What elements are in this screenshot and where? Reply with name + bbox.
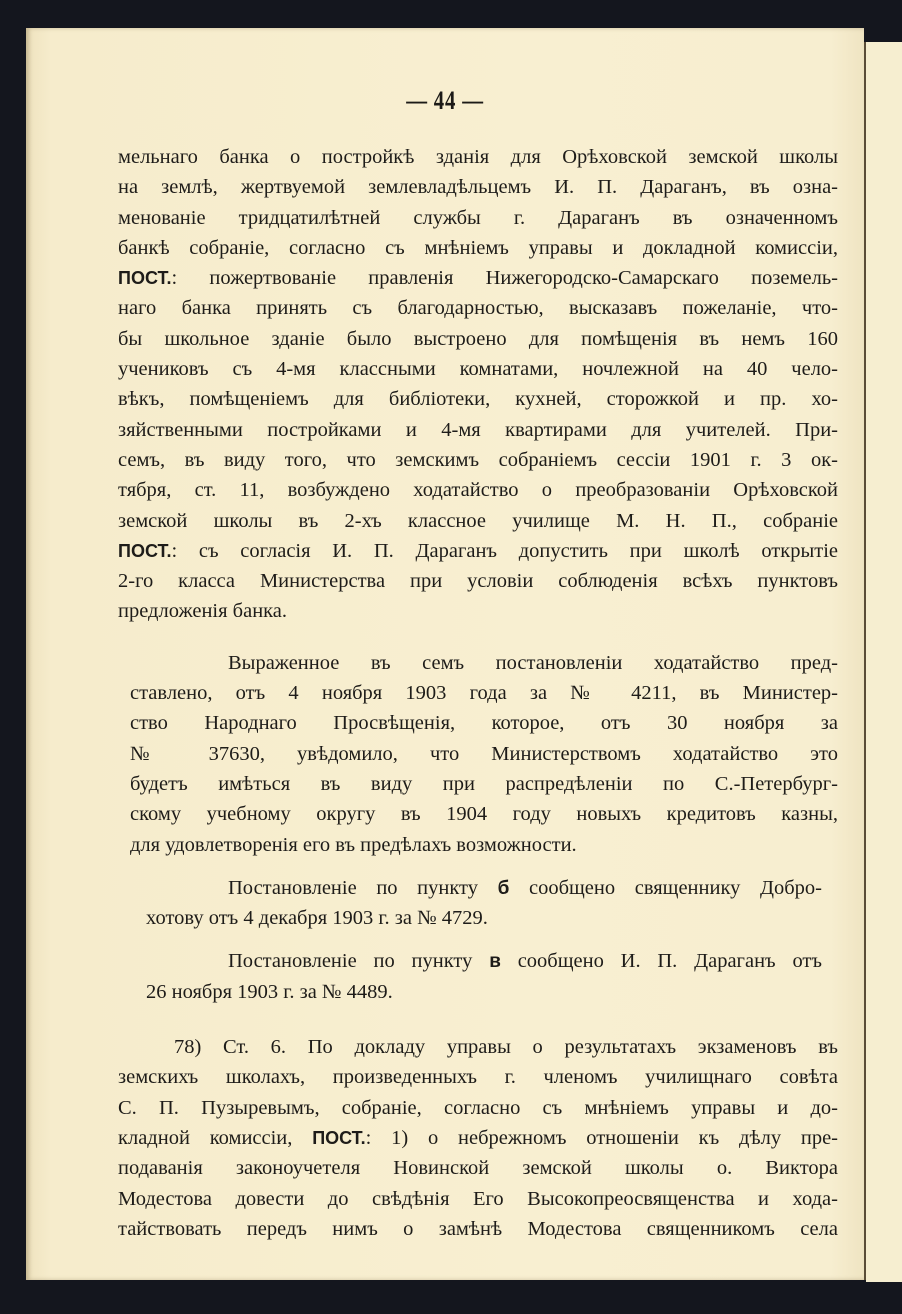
document-page [26, 28, 864, 1280]
paragraph-gap [118, 1007, 838, 1032]
paragraph-3 [146, 873, 822, 934]
text-line: менованіе тридцатилѣтней службы г. Дараганъ въ означенномъ [118, 206, 838, 229]
text-line: бы школьное зданіе было выстроено для помѣщенія въ немъ 160 [118, 327, 838, 350]
text-line [118, 1123, 838, 1153]
text-span: кладной комиссіи, [118, 1126, 313, 1149]
text-line: № 37630, увѣдомило, что Министерствомъ ходатайство это [130, 742, 838, 765]
text-line: зяйственными постройками и 4-мя квартирами для учителей. При- [118, 418, 838, 441]
text-span: Постановленіе по пункту [228, 950, 490, 973]
paragraph-gap [118, 627, 838, 648]
text-line: тября, ст. 11, возбуждено ходатайство о преобразованіи Орѣховской [118, 479, 838, 502]
post-abbreviation: ПОСТ. [312, 1127, 366, 1148]
text-line: земскихъ школахъ, произведенныхъ г. членомъ училищнаго совѣта [118, 1066, 838, 1089]
text-span: : съ согласія И. П. Дараганъ допустить при школѣ открытіе [171, 539, 838, 562]
post-abbreviation: ПОСТ. [118, 540, 172, 561]
text-line: подаванія законоучетеля Новинской земской школы о. Виктора [118, 1157, 838, 1180]
text-line: Выраженное въ семъ постановленіи ходатайство пред- [228, 651, 838, 674]
text-line [118, 536, 838, 566]
item-letter: б [497, 877, 510, 899]
text-line [118, 263, 838, 293]
item-letter: в [489, 951, 501, 973]
text-line: ство Народнаго Просвѣщенія, которое, отъ 30 ноября за [130, 712, 838, 735]
text-line: на землѣ, жертвуемой землевладѣльцемъ И. П. Дараганъ, въ озна- [118, 176, 838, 199]
text-span: сообщено священнику Добро- [509, 876, 822, 899]
paragraph-4 [146, 946, 822, 1007]
text-span: : 1) о небрежномъ отношеніи къ дѣлу пре- [365, 1126, 838, 1149]
text-line: Модестова довести до свѣдѣнія Его Высокопреосвященства и хода- [118, 1187, 838, 1210]
post-abbreviation: ПОСТ. [118, 268, 172, 289]
adjacent-page-edge [866, 42, 902, 1282]
text-line: для удовлетворенія его въ предѣлахъ возможности. [130, 833, 577, 856]
paragraph-78 [118, 1032, 838, 1244]
text-line: 2-го класса Министерства при условіи соблюденія всѣхъ пунктовъ [118, 570, 838, 593]
text-line: семъ, въ виду того, что земскимъ собраніемъ сессіи 1901 г. 3 ок- [118, 448, 838, 471]
paragraph-gap [118, 933, 838, 946]
text-line: будетъ имѣться въ виду при распредѣленіи по С.-Петербург- [130, 772, 838, 795]
text-line [146, 873, 822, 903]
paragraph-1 [118, 142, 838, 627]
text-line: наго банка принять съ благодарностью, высказавъ пожеланіе, что- [118, 297, 838, 320]
text-line: учениковъ съ 4-мя классными комнатами, ночлежной на 40 чело- [118, 358, 838, 381]
text-span: : пожертвованіе правленія Нижегородско-Самарскаго поземель- [171, 267, 838, 290]
text-line: 26 ноября 1903 г. за № 4489. [146, 980, 393, 1003]
text-line: С. П. Пузыревымъ, собраніе, согласно съ мнѣніемъ управы и до- [118, 1096, 838, 1119]
text-line: мельнаго банка о постройкѣ зданія для Орѣховской земской школы [118, 146, 838, 168]
text-span: Постановленіе по пункту [228, 876, 498, 899]
page-number: — 44 — [406, 86, 484, 115]
text-line: тайствовать передъ нимъ о замѣнѣ Модестова священникомъ села [118, 1217, 838, 1240]
text-line: банкѣ собраніе, согласно съ мнѣніемъ управы и докладной комиссіи, [118, 236, 838, 259]
text-line: вѣкъ, помѣщеніемъ для библіотеки, кухней, сторожкой и пр. хо- [118, 388, 838, 411]
text-line: хотову отъ 4 декабря 1903 г. за № 4729. [146, 907, 488, 930]
text-line: скому учебному округу въ 1904 году новыхъ кредитовъ казны, [130, 803, 838, 826]
text-line: ставлено, отъ 4 ноября 1903 года за № 4211, въ Министер- [130, 682, 838, 705]
paragraph-gap [118, 860, 838, 873]
text-line [146, 946, 822, 976]
text-line: 78) Ст. 6. По докладу управы о результатахъ экзаменовъ въ [174, 1036, 838, 1059]
paragraph-2 [130, 648, 838, 860]
text-line: земской школы въ 2-хъ классное училище М. Н. П., собраніе [118, 509, 838, 532]
text-span: сообщено И. П. Дараганъ отъ [500, 950, 822, 973]
text-line: предложенія банка. [118, 600, 288, 623]
page-body [118, 142, 838, 1244]
